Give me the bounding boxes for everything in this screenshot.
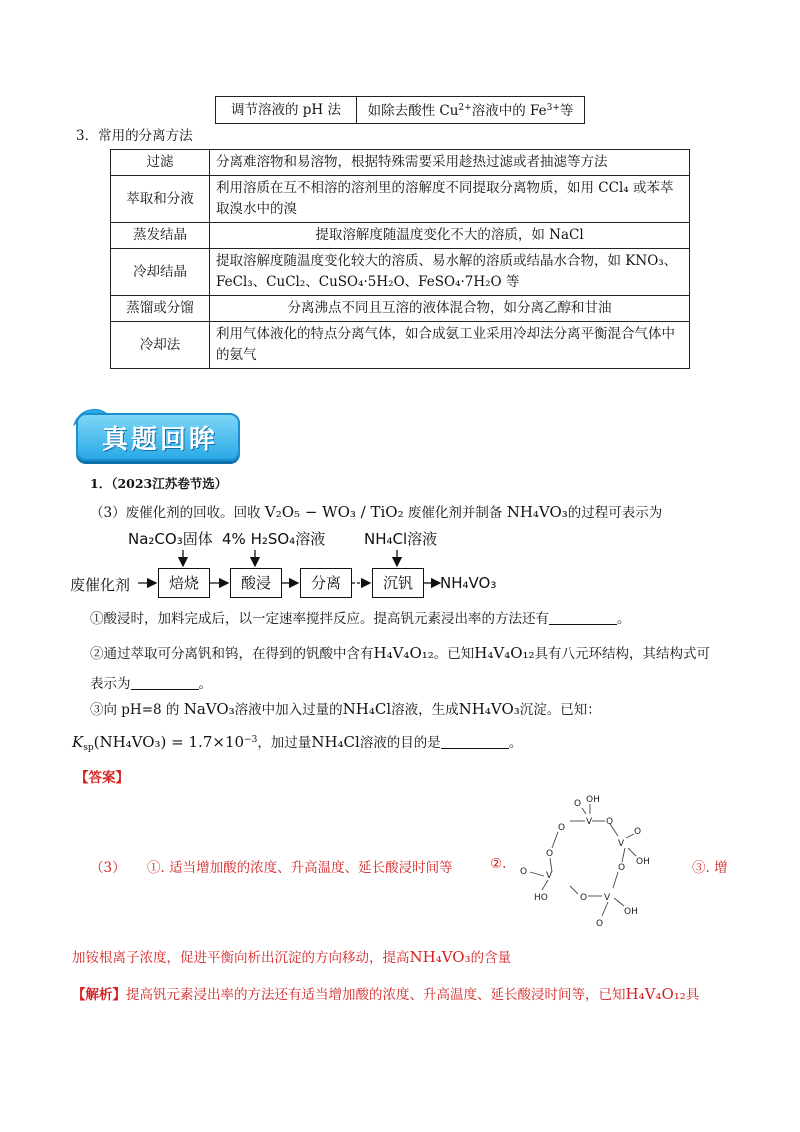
reagent-2: 4% H₂SO₄溶液: [222, 530, 326, 548]
ring-atom: O: [606, 817, 614, 827]
step-acid-leach: 酸浸: [230, 568, 282, 598]
ring-atom: O: [520, 867, 528, 877]
answer-3-text: 加铵根离子浓度，促进平衡向析出沉淀的方向移动，提高: [72, 950, 410, 966]
product-formula: NH₄VO₃: [506, 503, 568, 521]
sub3-b: 溶液中加入过量的: [234, 702, 343, 718]
sub1-end: 。: [617, 611, 631, 627]
method-cell: 蒸发结晶: [111, 223, 210, 249]
table-row: [111, 176, 690, 223]
desc-cell: 分离沸点不同且互溶的液体混合物，如分离乙醇和甘油: [210, 296, 690, 322]
analysis-label: 【解析】: [72, 987, 126, 1003]
reagent-3: NH₄Cl溶液: [364, 530, 438, 548]
method-cell: 冷却法: [111, 322, 210, 369]
sub3-d: 沉淀。已知：: [519, 702, 601, 718]
vanadic-acid-formula-2: H₄V₄O₁₂: [474, 644, 535, 662]
table-row: [111, 322, 690, 369]
process-flow-diagram: [70, 528, 530, 598]
navo3-formula: NaVO₃: [183, 700, 235, 718]
section-heading: 3．常用的分离方法: [76, 128, 193, 144]
answer-1: ①. 适当增加酸的浓度、升高温度、延长酸浸时间等: [147, 860, 453, 876]
ring-atom: O: [580, 893, 588, 903]
answer-3-continued: [72, 946, 511, 966]
method-text: 调节溶液的 pH 法: [231, 101, 341, 118]
ring-atom: O: [596, 919, 604, 929]
table-row: [111, 150, 690, 176]
step-roast: 焙烧: [158, 568, 210, 598]
method-cell: [216, 97, 357, 124]
catalyst-formula: V₂O₅ − WO₃ / TiO₂: [264, 503, 404, 521]
sub3-end: 。: [508, 735, 523, 751]
banner-title: 真题回眸: [102, 425, 219, 455]
sub3-e: ，加过量: [257, 735, 312, 751]
sub1-text: ①酸浸时，加料完成后，以一定速率搅拌反应。提高钒元素浸出率的方法还有: [90, 611, 549, 627]
desc-cell: 利用气体液化的特点分离气体，如合成氨工业采用冷却法分离平衡混合气体中的氨气: [210, 322, 690, 369]
answer-3-start: ③. 增: [692, 860, 728, 876]
desc-cell: 利用溶质在互不相溶的溶剂里的溶解度不同提取分离物质，如用 CCl₄ 或苯萃取溴水中的溴: [210, 176, 690, 223]
reagent-1: Na₂CO₃固体: [128, 530, 213, 548]
sub-question-3: [90, 698, 601, 718]
sub2-end: 。: [198, 676, 212, 692]
separation-methods-table: [110, 149, 690, 369]
example-suffix: 等: [559, 103, 574, 119]
intro-a: （3）废催化剂的回收。回收: [90, 505, 261, 521]
sub2-d: 表示为: [90, 676, 131, 692]
sub3-c: 溶液，生成: [391, 702, 459, 718]
ring-atom: HO: [534, 893, 548, 903]
step-precipitate: 沉钒: [372, 568, 424, 598]
ring-atom: OH: [636, 857, 650, 867]
flow-arrows: [70, 528, 530, 598]
ring-atom: OH: [624, 907, 638, 917]
ring-atom: O: [634, 827, 642, 837]
ring-atom: V: [586, 817, 593, 827]
ring-atom: V: [604, 893, 611, 903]
ring-atom: V: [618, 839, 625, 849]
answer-blank-2[interactable]: [131, 675, 199, 690]
example-cell: [357, 97, 585, 124]
flow-end: NH₄VO₃: [440, 574, 497, 592]
sub2-a: ②通过萃取可分离钒和钨，在得到的钒酸中含有: [90, 646, 374, 662]
sub3-a: ③向 pH=8 的: [90, 702, 180, 718]
ph-adjust-table: [215, 96, 585, 124]
vanadate-ring-structure: [510, 790, 680, 940]
nh4cl-formula-2: NH₄Cl: [311, 733, 360, 751]
answer-blank-3[interactable]: [441, 734, 509, 749]
table-row: [111, 223, 690, 249]
nh4vo3-formula: NH₄VO₃: [458, 700, 520, 718]
ring-atom: O: [546, 849, 554, 859]
answer-3-formula: NH₄VO₃: [409, 948, 471, 966]
method-cell: 冷却结晶: [111, 249, 210, 296]
example-sup1: 2+: [458, 103, 472, 113]
ring-atom: O: [574, 799, 582, 809]
ksp-sub: sp: [83, 743, 94, 753]
intro-c: 的过程可表示为: [567, 505, 663, 521]
analysis-end: 具: [685, 987, 700, 1003]
ring-atom: V: [546, 871, 553, 881]
example-sup2: 3+: [546, 103, 560, 113]
sub2-b: 。已知: [433, 646, 475, 662]
answer-3-end: 的含量: [470, 950, 512, 966]
answer-blank-1[interactable]: [549, 610, 617, 625]
analysis-formula: H₄V₄O₁₂: [625, 985, 686, 1003]
table-row: [111, 249, 690, 296]
ksp-line: [72, 731, 522, 753]
question-number: 1．（2023江苏卷节选）: [90, 476, 228, 491]
ksp-value: (NH₄VO₃) = 1.7×10: [93, 733, 245, 751]
answer-label: 【答案】: [75, 770, 129, 786]
vanadic-acid-formula: H₄V₄O₁₂: [373, 644, 434, 662]
answer-2-label: ②.: [490, 856, 507, 872]
ksp-exponent: −3: [244, 735, 258, 745]
desc-cell: 分离难溶物和易溶物，根据特殊需要采用趁热过滤或者抽滤等方法: [210, 150, 690, 176]
method-cell: 过滤: [111, 150, 210, 176]
step-separate: 分离: [300, 568, 352, 598]
flow-start: 废催化剂: [70, 576, 131, 594]
table-row: [111, 296, 690, 322]
method-cell: 萃取和分液: [111, 176, 210, 223]
question-part3-intro: [90, 501, 662, 521]
section-banner: [70, 403, 240, 459]
sub3-f: 溶液的目的是: [359, 735, 441, 751]
desc-cell: 提取溶解度随温度变化较大的溶质、易水解的溶质或结晶水合物，如 KNO₃、FeCl₃、CuCl₂、CuSO₄·5H₂O、FeSO₄·7H₂O 等: [210, 249, 690, 296]
sub-question-1: [90, 607, 631, 627]
sub2-c: 具有八元环结构，其结构式可: [534, 646, 711, 662]
example-prefix: 如除去酸性 Cu: [367, 103, 459, 119]
analysis-line: [72, 983, 699, 1003]
ring-atom: O: [558, 823, 566, 833]
method-cell: 蒸馏或分馏: [111, 296, 210, 322]
ring-atom: O: [618, 863, 626, 873]
analysis-text: 提高钒元素浸出率的方法还有适当增加酸的浓度、升高温度、延长酸浸时间等，已知: [126, 987, 626, 1003]
ring-atom: OH: [586, 795, 600, 805]
nh4cl-formula: NH₄Cl: [342, 700, 392, 718]
sub-question-2: [90, 638, 730, 699]
ksp-symbol: K: [72, 733, 84, 751]
desc-cell: 提取溶解度随温度变化不大的溶质，如 NaCl: [210, 223, 690, 249]
intro-b: 废催化剂并制备: [407, 505, 503, 521]
answer-part: （3）: [90, 860, 126, 876]
example-mid: 溶液中的 Fe: [471, 103, 547, 119]
